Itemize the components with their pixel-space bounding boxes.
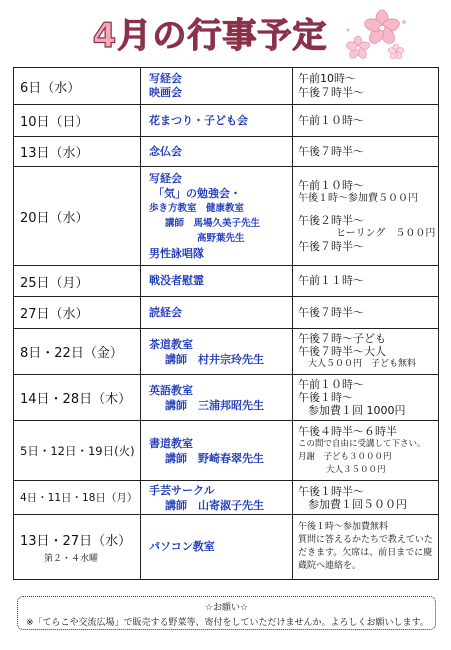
time-text: 参加費１回 1000円 (308, 404, 406, 417)
date-cell: 5日・12日・19日(火) (14, 421, 141, 481)
event-name: 英語教室 (149, 383, 193, 397)
event-name: 手芸サークル (149, 483, 215, 497)
time-text: 参加費１回５００円 (308, 497, 407, 511)
time-text: 質問に答えるかたちで教えていただきます。欠席は、前日までに慶蔵院へ連絡を。 (298, 535, 433, 571)
time-text: 午後７時半〜 (298, 240, 364, 253)
date-cell (14, 515, 141, 580)
event-cell: 読経会 (141, 297, 293, 329)
table-row (14, 266, 439, 297)
date-cell: 14日・28日（木） (14, 375, 141, 421)
event-cell (141, 421, 293, 481)
event-cell: パソコン教室 (141, 515, 293, 580)
time-cell (293, 375, 439, 421)
instructor-name: 講師 山寄淑子先生 (165, 498, 264, 512)
table-row (14, 297, 439, 329)
date-text: 13日・27日（水） (20, 534, 132, 549)
time-text: 午後１時半〜 (298, 484, 364, 498)
date-cell: 8日・22日（金） (14, 329, 141, 375)
time-cell (293, 68, 439, 105)
date-cell: 6日（水） (14, 68, 141, 105)
table-row (14, 105, 439, 137)
time-text: 大人３５００円 (326, 464, 386, 475)
date-cell: 4日・11日・18日（月） (14, 481, 141, 515)
page-title: 4月の行事予定 (92, 15, 328, 56)
instructor-name: 講師 馬場久美子先生 (165, 218, 261, 229)
instructor-name: 高野葉先生 (197, 233, 245, 244)
instructor-name: 講師 三浦邦昭先生 (165, 398, 264, 412)
table-row (14, 137, 439, 167)
event-name: 「気」の勉強会・ (153, 187, 241, 200)
event-cell (141, 375, 293, 421)
event-name: 書道教室 (149, 436, 193, 450)
time-text: 午後２時半〜 (298, 214, 364, 227)
time-text: 大人５００円 子ども無料 (308, 359, 417, 369)
table-row (14, 167, 439, 266)
event-name: 男性詠唱隊 (149, 247, 204, 260)
time-cell: 午後７時半〜 (293, 297, 439, 329)
event-name: 映画会 (149, 86, 182, 99)
time-text: この間で自由に受講して下さい。 (298, 438, 426, 449)
instructor-name: 講師 村井宗玲先生 (165, 352, 264, 366)
time-text: 午前10時〜 (298, 72, 356, 85)
event-cell (141, 68, 293, 105)
table-row (14, 329, 439, 375)
time-text: 月謝 子ども３０００円 (298, 451, 392, 462)
date-cell: 20日（水） (14, 167, 141, 266)
date-cell: 25日（月） (14, 266, 141, 297)
date-cell: 13日（水） (14, 137, 141, 167)
instructor-name: 講師 野崎春翠先生 (165, 451, 264, 465)
time-cell (293, 329, 439, 375)
event-cell: 戦没者慰霊 (141, 266, 293, 297)
time-text: 午後１時〜 (298, 391, 353, 404)
table-row (14, 481, 439, 515)
time-text: 午後７時〜子ども (298, 332, 386, 345)
table-row (14, 375, 439, 421)
event-cell: 念仏会 (141, 137, 293, 167)
time-cell: 午後７時半〜 (293, 137, 439, 167)
time-text: 午後７時半〜大人 (298, 345, 386, 358)
date-note: 第２・４水曜 (43, 554, 98, 564)
table-row (14, 68, 439, 105)
date-cell: 27日（水） (14, 297, 141, 329)
cherry-blossom-icon (338, 8, 410, 66)
notice-text: ※「てらこや交流広場」で販売する野菜等、寄付をしていただけませんか。よろしくお願いします。 (26, 618, 429, 628)
time-text: 午後１時〜参加費無料 (298, 522, 389, 532)
time-text: 午後４時半〜６時半 (298, 424, 397, 438)
date-cell: 10日（日） (14, 105, 141, 137)
event-name: 茶道教室 (149, 337, 193, 351)
notice-box (17, 596, 436, 630)
time-text: 午前１０時〜 (298, 378, 364, 391)
time-text: ヒーリング ５００円 (336, 228, 436, 239)
table-row (14, 421, 439, 481)
event-name: 写経会 (149, 172, 182, 185)
time-cell (293, 515, 439, 580)
time-cell (293, 167, 439, 266)
event-cell (141, 167, 293, 266)
event-name: 写経会 (149, 72, 182, 85)
schedule-table (13, 67, 439, 580)
time-text: 午後７時半〜 (298, 86, 364, 99)
event-cell (141, 481, 293, 515)
event-name: 歩き方教室 健康教室 (149, 203, 245, 214)
time-cell (293, 421, 439, 481)
time-text: 午前１０時〜 (298, 179, 364, 192)
time-text: 午後１時〜参加費５００円 (298, 193, 418, 204)
time-cell: 午前１１時〜 (293, 266, 439, 297)
event-cell: 花まつり・子ども会 (141, 105, 293, 137)
time-cell: 午前１０時〜 (293, 105, 439, 137)
table-row (14, 515, 439, 580)
event-cell (141, 329, 293, 375)
notice-heading: ☆お願い☆ (204, 603, 249, 613)
time-cell (293, 481, 439, 515)
